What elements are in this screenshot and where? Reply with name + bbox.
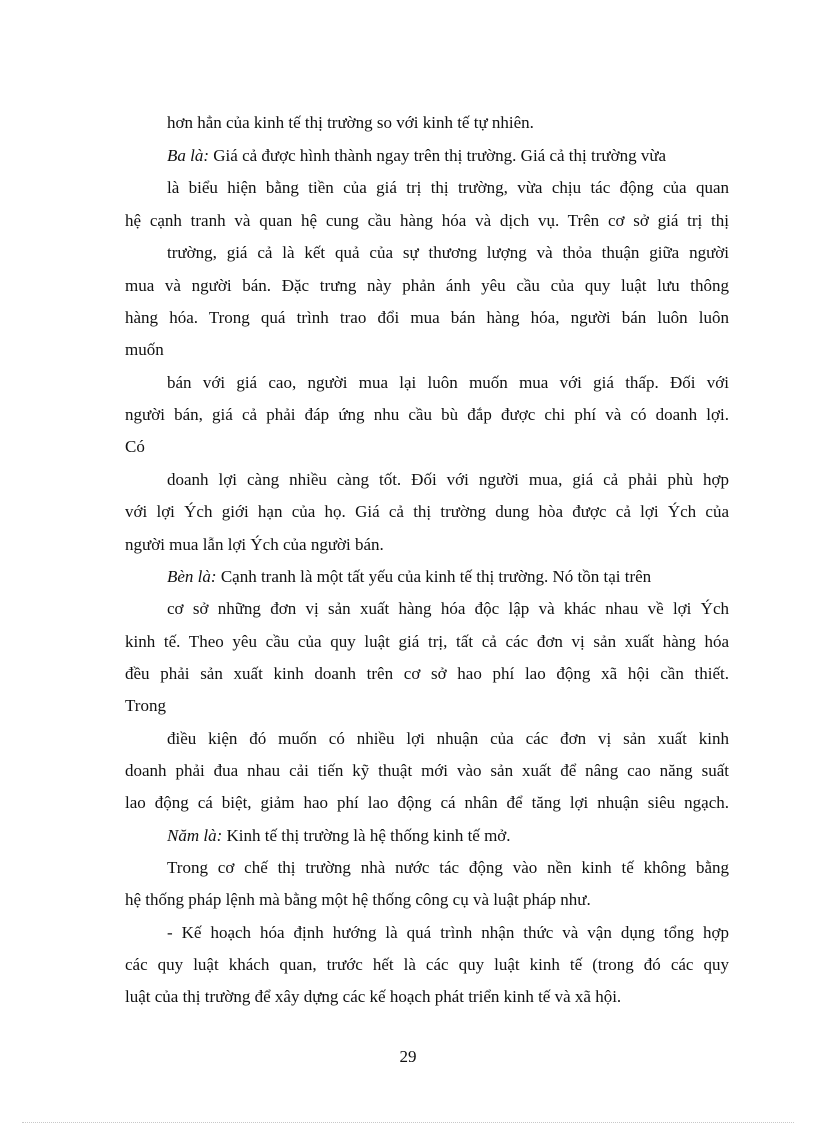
paragraph-line: Trong <box>125 696 166 715</box>
paragraph-line: người bán, giá cả phải đáp ứng nhu cầu bù đắp được chi phí và có doanh lợi. <box>125 405 729 424</box>
paragraph-line: bán với giá cao, người mua lại luôn muốn mua với giá thấp. Đối với <box>167 373 729 392</box>
paragraph-line <box>167 826 511 846</box>
paragraph-line <box>167 567 651 587</box>
section-lead-ben-la: Bèn là: <box>167 567 217 586</box>
paragraph-line: Có <box>125 437 145 456</box>
paragraph-line: lao động cá biệt, giảm hao phí lao động cá nhân để tăng lợi nhuận siêu ngạch. <box>125 793 729 812</box>
page-number: 29 <box>399 1047 417 1066</box>
line-text: Cạnh tranh là một tất yếu của kinh tế thị trường. Nó tồn tại trên <box>220 567 652 586</box>
section-lead-ba-la: Ba là: <box>167 146 210 165</box>
paragraph-line: - Kế hoạch hóa định hướng là quá trình nhận thức và vận dụng tổng hợp <box>167 923 729 942</box>
paragraph-line: là biểu hiện bằng tiền của giá trị thị trường, vừa chịu tác động của quan <box>167 178 729 197</box>
line-text: Kinh tế thị trường là hệ thống kinh tế mở. <box>226 826 511 845</box>
paragraph-line: trường, giá cả là kết quả của sự thương lượng và thỏa thuận giữa người <box>167 243 729 262</box>
paragraph-line: các quy luật khách quan, trước hết là các quy luật kinh tế (trong đó các quy <box>125 955 729 974</box>
paragraph-line: với lợi Ých giới hạn của họ. Giá cả thị trường dung hòa được cả lợi Ých của <box>125 502 729 521</box>
paragraph-line: đều phải sản xuất kinh doanh trên cơ sở hao phí lao động xã hội cần thiết. <box>125 664 729 683</box>
paragraph-line: cơ sở những đơn vị sản xuất hàng hóa độc lập và khác nhau về lợi Ých <box>167 599 729 618</box>
section-lead-nam-la: Năm là: <box>167 826 223 845</box>
paragraph-line: luật của thị trường để xây dựng các kế hoạch phát triển kinh tế và xã hội. <box>125 987 622 1006</box>
paragraph-line: doanh lợi càng nhiều càng tốt. Đối với người mua, giá cả phải phù hợp <box>167 470 729 489</box>
paragraph-line: hơn hẳn của kinh tế thị trường so với kinh tế tự nhiên. <box>167 113 534 132</box>
paragraph-line: kinh tế. Theo yêu cầu của quy luật giá trị, tất cả các đơn vị sản xuất hàng hóa <box>125 632 729 651</box>
paragraph-line: muốn <box>125 340 164 359</box>
paragraph-line: hệ thống pháp lệnh mà bằng một hệ thống công cụ và luật pháp như. <box>125 890 591 909</box>
paragraph-line: mua và người bán. Đặc trưng này phản ánh yêu cầu của quy luật lưu thông <box>125 276 729 295</box>
paragraph-line: hệ cạnh tranh và quan hệ cung cầu hàng hóa và dịch vụ. Trên cơ sở giá trị thị <box>125 211 729 230</box>
paragraph-line <box>167 146 666 166</box>
paragraph-line: doanh phải đua nhau cải tiến kỹ thuật mới vào sản xuất để nâng cao năng suất <box>125 761 729 780</box>
paragraph-line: người mua lẫn lợi Ých của người bán. <box>125 535 384 554</box>
paragraph-line: điều kiện đó muốn có nhiều lợi nhuận của các đơn vị sản xuất kinh <box>167 729 729 748</box>
paragraph-line: Trong cơ chế thị trường nhà nước tác động vào nền kinh tế không bằng <box>167 858 729 877</box>
paragraph-line: hàng hóa. Trong quá trình trao đổi mua bán hàng hóa, người bán luôn luôn <box>125 308 729 327</box>
line-text: Giá cả được hình thành ngay trên thị trường. Giá cả thị trường vừa <box>213 146 667 165</box>
